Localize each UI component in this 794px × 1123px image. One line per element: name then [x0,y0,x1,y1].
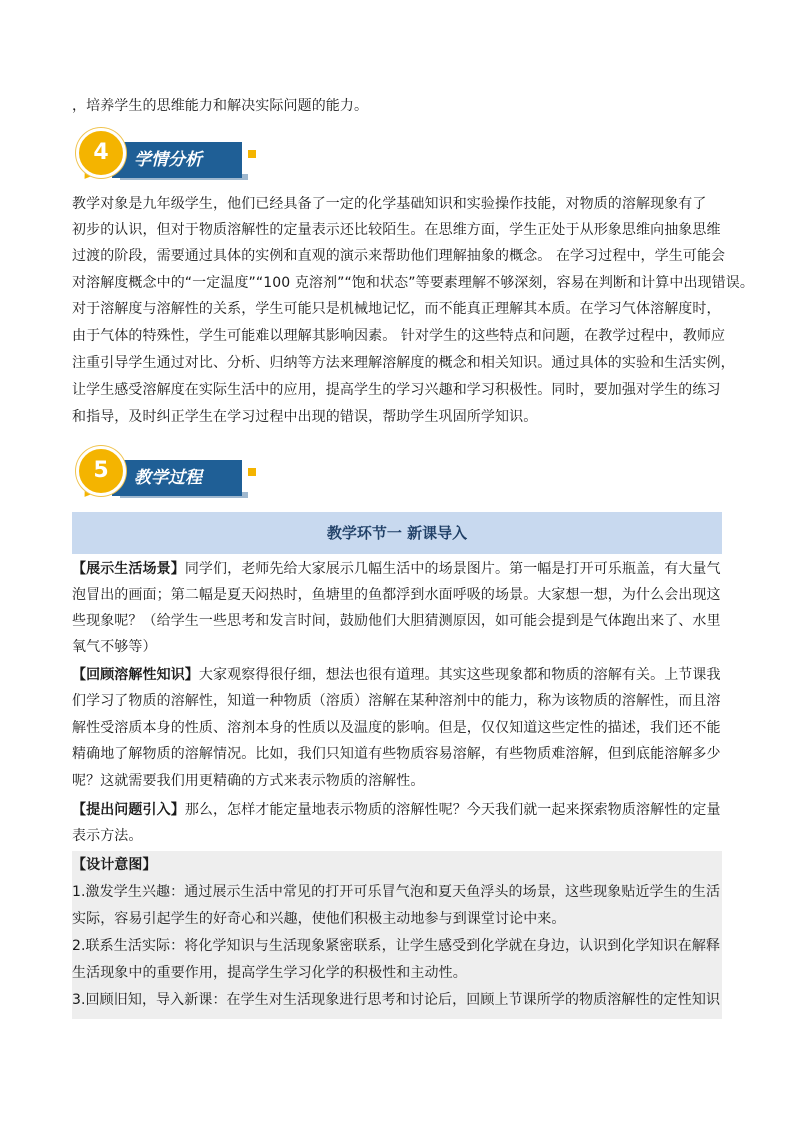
analysis-line: 过渡的阶段，需要通过具体的实例和直观的演示来帮助他们理解抽象的概念。 在学习过程中，学生可能会 [72,248,726,264]
section-4-number-badge: 4 [76,128,126,178]
analysis-line: 教学对象是九年级学生，他们已经具备了一定的化学基础知识和实验操作技能，对物质的溶解现象有了 [72,196,707,212]
show-scene-text: 同学们，老师先给大家展示几幅生活中的场景图片。第一幅是打开可乐瓶盖，有大量气 [184,561,721,577]
section-5-number-badge: 5 [76,446,126,496]
question-tag: 【提出问题引入】 [72,802,185,818]
show-scene-line: 些现象呢？（给学生一些思考和发言时间，鼓励他们大胆猜测原因，如可能会提到是气体跑出来了、水里 [72,613,721,629]
show-scene-line: 氧气不够等） [72,639,157,655]
question-text: 那么，怎样才能定量地表示物质的溶解性呢？今天我们就一起来探索物质溶解性的定量 [184,802,721,818]
analysis-line: 和指导，及时纠正学生在学习过程中出现的错误，帮助学生巩固所学知识。 [72,409,538,425]
review-line: 呢？这就需要我们用更精确的方式来表示物质的溶解性。 [72,773,425,789]
analysis-line: 注重引导学生通过对比、分析、归纳等方法来理解溶解度的概念和相关知识。通过具体的实验和生活实例， [72,355,735,371]
design-intent-line: 1.激发学生兴趣：通过展示生活中常见的打开可乐冒气泡和夏天鱼浮头的场景，这些现象贴近学生的生活 [72,884,721,900]
question-line [72,798,721,822]
stage-title-band: 教学环节一 新课导入 [72,512,722,554]
show-scene-tag: 【展示生活场景】 [72,561,185,577]
section-5-header [72,446,272,508]
question-line: 表示方法。 [72,828,143,844]
show-scene-line: 泡冒出的画面；第二幅是夏天闷热时，鱼塘里的鱼都浮到水面呼吸的场景。大家想一想，为什么会出现这 [72,587,721,603]
review-line: 们学习了物质的溶解性，知道一种物质（溶质）溶解在某种溶剂中的能力，称为该物质的溶解性，而且溶 [72,693,721,709]
review-line: 解性受溶质本身的性质、溶剂本身的性质以及温度的影响。但是，仅仅知道这些定性的描述，我们还不能 [72,720,721,736]
design-intent-line: 3.回顾旧知，导入新课：在学生对生活现象进行思考和讨论后，回顾上节课所学的物质溶解性的定性知识 [72,992,721,1008]
review-line: 精确地了解物质的溶解情况。比如，我们只知道有些物质容易溶解，有些物质难溶解，但到底能溶解多少 [72,746,721,762]
analysis-line: 对溶解度概念中的“一定温度”“100 克溶剂”“饱和状态”等要素理解不够深刻，容易在判断和计算中出现错误。 [72,275,754,291]
review-tag: 【回顾溶解性知识】 [72,667,199,683]
intro-tail-text: ，培养学生的思维能力和解决实际问题的能力。 [72,98,369,114]
design-intent-line: 2.联系生活实际：将化学知识与生活现象紧密联系，让学生感受到化学就在身边，认识到化学知识在解释 [72,938,721,954]
section-4-title: 学情分析 [112,142,242,178]
section-5-square-icon [248,468,256,476]
design-intent-tag: 【设计意图】 [72,857,157,873]
analysis-line: 初步的认识，但对于物质溶解性的定量表示还比较陌生。在思维方面，学生正处于从形象思维向抽象思维 [72,222,721,238]
analysis-line: 让学生感受溶解度在实际生活中的应用，提高学生的学习兴趣和学习积极性。同时，要加强对学生的练习 [72,382,721,398]
review-line [72,663,721,687]
design-intent-line: 生活现象中的重要作用，提高学生学习化学的积极性和主动性。 [72,965,467,981]
design-intent-line: 实际，容易引起学生的好奇心和兴趣，使他们积极主动地参与到课堂讨论中来。 [72,911,566,927]
review-text: 大家观察得很仔细，想法也很有道理。其实这些现象都和物质的溶解有关。上节课我 [198,667,721,683]
section-4-square-icon [248,150,256,158]
analysis-line: 由于气体的特殊性，学生可能难以理解其影响因素。 针对学生的这些特点和问题，在教学过程中，教师应 [72,328,726,344]
analysis-line: 对于溶解度与溶解性的关系，学生可能只是机械地记忆，而不能真正理解其本质。在学习气体溶解度时， [72,301,721,317]
show-scene-line [72,557,721,581]
section-4-header [72,128,272,190]
section-5-title: 教学过程 [112,460,242,496]
